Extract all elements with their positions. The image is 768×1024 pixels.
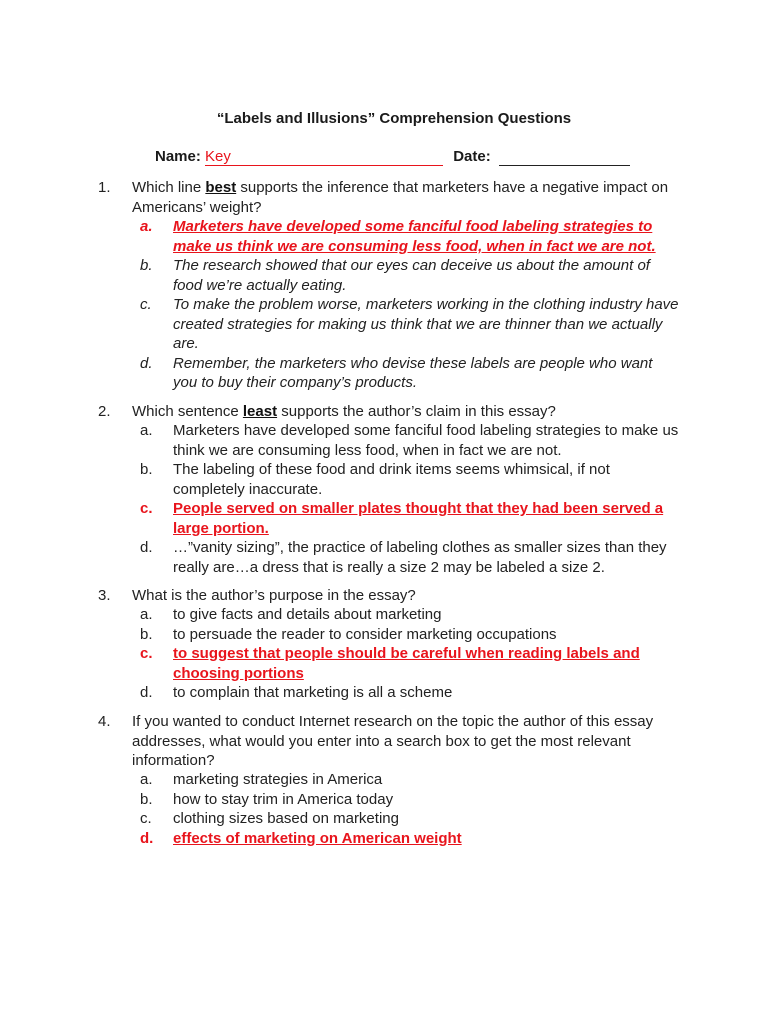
question-text-post: supports the author’s claim in this essay?: [277, 403, 556, 420]
option-letter: b.: [140, 257, 153, 274]
option-text: …”vanity sizing”, the practice of labeling clothes as smaller sizes than they really are…a dress that is really a size 2 may be labeled a size 2.: [173, 539, 667, 576]
options-list: [140, 421, 680, 577]
options-list: [140, 770, 680, 848]
question-emphasis: least: [242, 403, 278, 420]
option-text: People served on smaller plates thought that they had been served a large portion.: [173, 500, 664, 537]
option-b: [140, 256, 680, 295]
option-letter: b.: [140, 625, 153, 643]
question-number: 1.: [98, 179, 111, 196]
option-letter: a.: [140, 422, 153, 439]
option-letter: d.: [140, 354, 153, 372]
option-b: [140, 625, 680, 645]
date-field: [499, 148, 630, 166]
option-text: Marketers have developed some fanciful food labeling strategies to make us think we are consuming less food, when in fact we are not.: [173, 422, 679, 459]
option-letter: b.: [140, 461, 153, 478]
question-text-pre: Which sentence: [132, 403, 243, 420]
option-d: [140, 683, 680, 703]
option-letter: d.: [140, 684, 153, 701]
page-title: “Labels and Illusions” Comprehension Questions: [216, 110, 572, 127]
option-a: [140, 770, 680, 790]
option-letter: c.: [140, 810, 152, 827]
option-text: to persuade the reader to consider marketing occupations: [173, 625, 557, 643]
option-letter: c.: [140, 296, 152, 313]
option-d-correct: [140, 829, 680, 849]
option-c-correct: [140, 644, 680, 683]
option-text: clothing sizes based on marketing: [173, 810, 399, 827]
option-c: [140, 295, 680, 354]
option-letter: a.: [140, 218, 153, 235]
option-text: to give facts and details about marketing: [173, 606, 442, 623]
option-letter: a.: [140, 606, 153, 623]
question-text-pre: Which line: [132, 179, 206, 196]
name-label: Name:: [155, 148, 201, 165]
option-text: effects of marketing on American weight: [173, 829, 462, 847]
question-number: 2.: [98, 403, 111, 420]
option-letter: c.: [140, 500, 153, 517]
option-d: [140, 538, 680, 577]
options-list: [140, 605, 680, 703]
option-text: The labeling of these food and drink items seems whimsical, if not completely inaccurate.: [173, 461, 610, 498]
options-list: [140, 217, 680, 393]
question-text: [132, 178, 677, 217]
question-text-post: supports the inference that marketers have a negative impact on Americans’ weight?: [132, 179, 669, 216]
option-d: [140, 354, 680, 393]
option-text: To make the problem worse, marketers working in the clothing industry have created strategies for making us think that we are thinner than we actually are.: [173, 296, 679, 352]
option-letter: d.: [140, 829, 154, 847]
option-letter: b.: [140, 790, 153, 808]
option-letter: a.: [140, 771, 153, 788]
option-text: The research showed that our eyes can deceive us about the amount of food we’re actually eating.: [173, 257, 650, 294]
question-text: What is the author’s purpose in the essay?: [132, 587, 416, 604]
option-b: [140, 460, 680, 499]
option-a: [140, 605, 680, 625]
date-label: Date:: [453, 148, 491, 165]
option-text: how to stay trim in America today: [173, 790, 394, 808]
option-text: Marketers have developed some fanciful food labeling strategies to make us think we are consuming less food, when in fact we are not.: [173, 218, 656, 255]
question-text: If you wanted to conduct Internet research on the topic the author of this essay addresses, what would you enter into a search box to get the most relevant information?: [132, 713, 654, 769]
option-b: [140, 790, 680, 810]
option-a: [140, 421, 680, 460]
question-emphasis: best: [205, 179, 237, 196]
option-c-correct: [140, 499, 680, 538]
name-value: Key: [205, 148, 231, 165]
option-letter: c.: [140, 645, 153, 662]
name-field: [205, 148, 443, 166]
option-text: marketing strategies in America: [173, 771, 383, 788]
question-number: 3.: [98, 587, 111, 604]
option-text: Remember, the marketers who devise these labels are people who want you to buy their company’s products.: [173, 354, 653, 391]
option-a-correct: [140, 217, 680, 256]
name-date-line: [155, 148, 630, 166]
option-text: to complain that marketing is all a scheme: [173, 684, 453, 701]
option-text: to suggest that people should be careful when reading labels and choosing portions: [173, 645, 640, 682]
question-text: [132, 402, 677, 422]
question-number: 4.: [98, 713, 111, 730]
option-c: [140, 809, 680, 829]
option-letter: d.: [140, 539, 153, 556]
